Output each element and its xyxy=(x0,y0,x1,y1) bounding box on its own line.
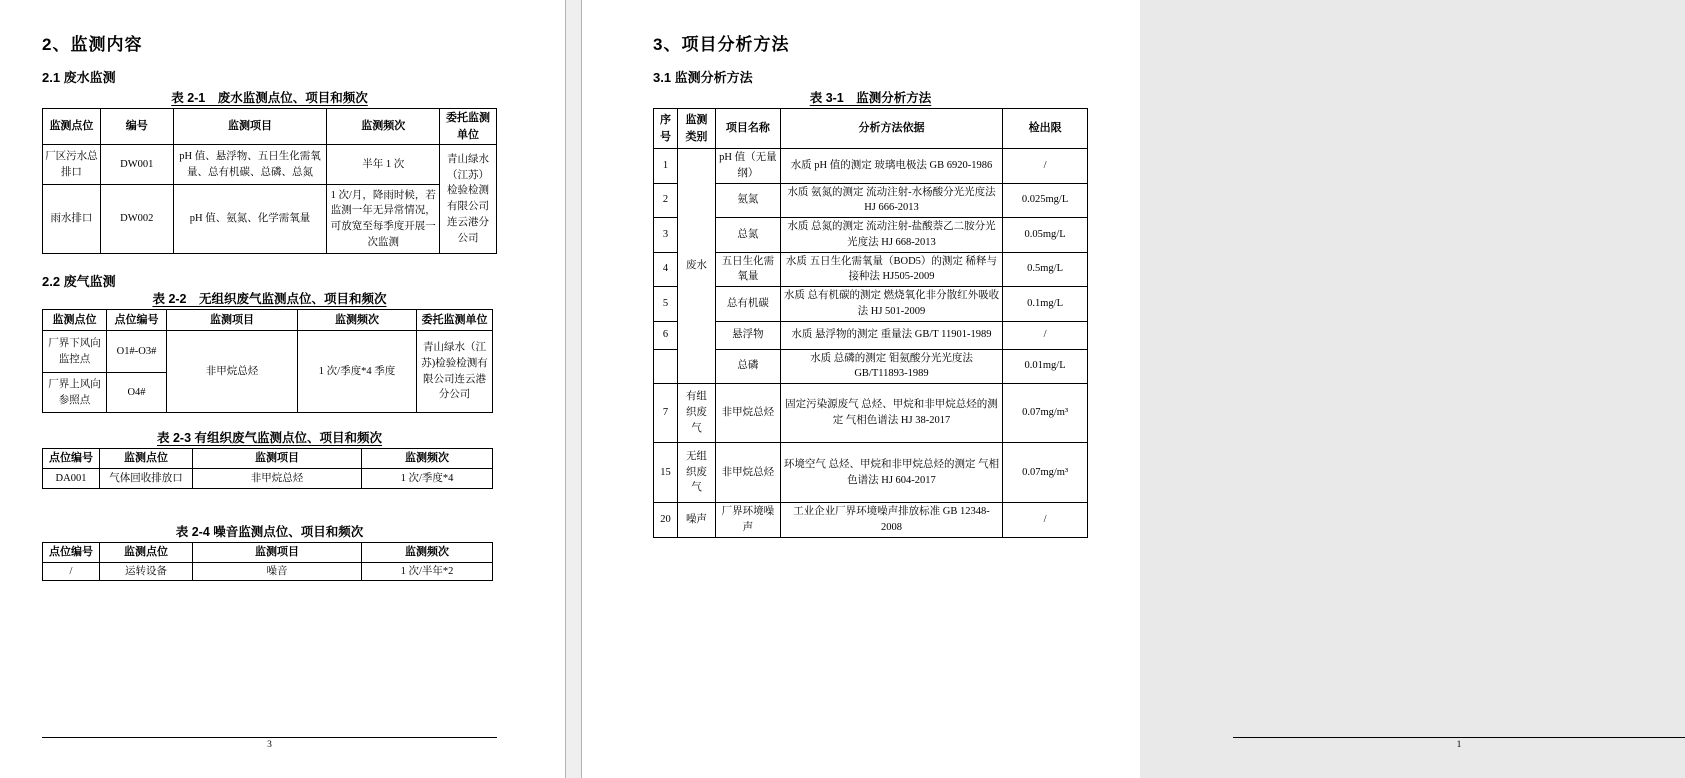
section-heading-2-1: 2.1 废水监测 xyxy=(42,70,116,85)
table-header-row xyxy=(43,310,493,331)
table-cell: O4# xyxy=(107,373,167,413)
table-row xyxy=(654,443,1088,503)
table-row xyxy=(654,183,1088,218)
cell-limit: 0.025mg/L xyxy=(1003,183,1088,218)
page-number: 3 xyxy=(267,740,272,750)
table-row xyxy=(654,349,1088,384)
cell-method: 水质 悬浮物的测定 重量法 GB/T 11901-1989 xyxy=(780,321,1002,349)
column-header: 委托监测单位 xyxy=(440,109,497,145)
table-cell: / xyxy=(43,562,100,581)
table-cell: 噪音 xyxy=(193,562,362,581)
table-cell: DW002 xyxy=(100,185,173,254)
table-cell: 厂界下风向监控点 xyxy=(43,331,107,373)
column-header: 序号 xyxy=(654,109,678,149)
table-row xyxy=(654,287,1088,322)
table-cell: 厂区污水总排口 xyxy=(43,145,101,185)
table-2-4-caption: 表 2-4 噪音监测点位、项目和频次 xyxy=(175,525,364,539)
cell-method: 水质 总有机碳的测定 燃烧氧化非分散红外吸收法 HJ 501-2009 xyxy=(780,287,1002,322)
table-2-4 xyxy=(42,542,493,581)
cell-no xyxy=(654,349,678,384)
page-right xyxy=(582,0,1462,778)
cell-limit: 0.1mg/L xyxy=(1003,287,1088,322)
table-row xyxy=(654,149,1088,184)
table-row xyxy=(43,185,497,254)
page-gap-divider xyxy=(565,0,582,778)
cell-method: 水质 氨氮的测定 流动注射-水杨酸分光光度法 HJ 666-2013 xyxy=(780,183,1002,218)
cell-limit: 0.5mg/L xyxy=(1003,252,1088,287)
table-3-1-caption: 表 3-1 监测分析方法 xyxy=(809,91,932,105)
cell-no: 5 xyxy=(654,287,678,322)
table-row xyxy=(654,384,1088,443)
cell-no: 6 xyxy=(654,321,678,349)
table-cell: pH 值、氨氮、化学需氧量 xyxy=(173,185,327,254)
cell-name: 总有机碳 xyxy=(715,287,780,322)
table-cell: pH 值、悬浮物、五日生化需氧量、总有机碳、总磷、总氮 xyxy=(173,145,327,185)
table-row xyxy=(43,145,497,185)
cell-limit: / xyxy=(1003,149,1088,184)
table-2-2 xyxy=(42,309,493,413)
table-header-row xyxy=(654,109,1088,149)
cell-name: 五日生化需氧量 xyxy=(715,252,780,287)
column-header: 监测频次 xyxy=(327,109,440,145)
cell-name: pH 值（无量纲） xyxy=(715,149,780,184)
column-header: 分析方法依据 xyxy=(780,109,1002,149)
cell-method: 水质 总磷的测定 钼氨酸分光光度法 GB/T11893-1989 xyxy=(780,349,1002,384)
column-header: 监测点位 xyxy=(43,310,107,331)
cell-method: 水质 总氮的测定 流动注射-盐酸萘乙二胺分光光度法 HJ 668-2013 xyxy=(780,218,1002,253)
column-header: 监测类别 xyxy=(677,109,715,149)
cell-name: 非甲烷总烃 xyxy=(715,443,780,503)
table-cell: 雨水排口 xyxy=(43,185,101,254)
page-left xyxy=(0,0,565,778)
table-cell: 厂界上风向参照点 xyxy=(43,373,107,413)
cell-name: 厂界环境噪声 xyxy=(715,503,780,538)
table-2-1 xyxy=(42,108,497,254)
column-header: 编号 xyxy=(100,109,173,145)
cell-limit: 0.07mg/m³ xyxy=(1003,443,1088,503)
cell-limit: 0.05mg/L xyxy=(1003,218,1088,253)
cell-name: 总氮 xyxy=(715,218,780,253)
table-cell: 1 次/季度*4 季度 xyxy=(298,331,417,413)
cell-no: 20 xyxy=(654,503,678,538)
cell-no: 15 xyxy=(654,443,678,503)
cell-limit: / xyxy=(1003,321,1088,349)
cell-method: 工业企业厂界环境噪声排放标准 GB 12348-2008 xyxy=(780,503,1002,538)
table-row xyxy=(654,218,1088,253)
chapter-heading-3: 3、项目分析方法 xyxy=(653,35,790,54)
cell-limit: / xyxy=(1003,503,1088,538)
column-header: 监测频次 xyxy=(362,543,493,563)
table-cell: 1 次/月，降雨时候，若监测一年无异常情况，可放宽至每季度开展一次监测 xyxy=(327,185,440,254)
cell-method: 水质 五日生化需氧量（BOD5）的测定 稀释与接种法 HJ505-2009 xyxy=(780,252,1002,287)
table-header-row xyxy=(43,109,497,145)
cell-no: 7 xyxy=(654,384,678,443)
cell-category-unorganized-gas: 无组织废气 xyxy=(677,443,715,503)
cell-no: 2 xyxy=(654,183,678,218)
column-header: 项目名称 xyxy=(715,109,780,149)
section-heading-3-1: 3.1 监测分析方法 xyxy=(653,70,753,85)
cell-method: 固定污染源废气 总烃、甲烷和非甲烷总烃的测定 气相色谱法 HJ 38-2017 xyxy=(780,384,1002,443)
cell-no: 4 xyxy=(654,252,678,287)
table-cell: 气体回收排放口 xyxy=(100,469,193,489)
table-cell: 非甲烷总烃 xyxy=(193,469,362,489)
table-2-3-caption: 表 2-3 有组织废气监测点位、项目和频次 xyxy=(156,431,382,445)
table-cell-agency: 青山绿水（江苏）检验检测有限公司连云港分公司 xyxy=(440,145,497,254)
table-cell-agency: 青山绿水（江苏)检验检测有限公司连云港分公司 xyxy=(417,331,493,413)
cell-method: 环境空气 总烃、甲烷和非甲烷总烃的测定 气相色谱法 HJ 604-2017 xyxy=(780,443,1002,503)
cell-limit: 0.07mg/m³ xyxy=(1003,384,1088,443)
column-header: 委托监测单位 xyxy=(417,310,493,331)
cell-category-organized-gas: 有组织废气 xyxy=(677,384,715,443)
column-header: 监测项目 xyxy=(167,310,298,331)
table-cell: 1 次/半年*2 xyxy=(362,562,493,581)
table-row xyxy=(43,562,493,581)
table-2-1-caption: 表 2-1 废水监测点位、项目和频次 xyxy=(171,91,368,105)
cell-limit: 0.01mg/L xyxy=(1003,349,1088,384)
table-row xyxy=(43,469,493,489)
column-header: 监测项目 xyxy=(173,109,327,145)
table-cell: 1 次/季度*4 xyxy=(362,469,493,489)
table-row xyxy=(654,503,1088,538)
table-cell: O1#-O3# xyxy=(107,331,167,373)
cell-name: 氨氮 xyxy=(715,183,780,218)
column-header: 检出限 xyxy=(1003,109,1088,149)
cell-no: 3 xyxy=(654,218,678,253)
column-header: 点位编号 xyxy=(43,449,100,469)
table-row xyxy=(654,252,1088,287)
column-header: 监测点位 xyxy=(100,543,193,563)
column-header: 点位编号 xyxy=(107,310,167,331)
table-2-3 xyxy=(42,448,493,489)
table-row xyxy=(654,321,1088,349)
chapter-heading-2: 2、监测内容 xyxy=(42,35,143,54)
column-header: 监测点位 xyxy=(43,109,101,145)
cell-category-wastewater: 废水 xyxy=(677,149,715,384)
table-cell: 运转设备 xyxy=(100,562,193,581)
table-header-row xyxy=(43,543,493,563)
cell-no: 1 xyxy=(654,149,678,184)
table-cell: DA001 xyxy=(43,469,100,489)
table-cell: DW001 xyxy=(100,145,173,185)
table-header-row xyxy=(43,449,493,469)
table-cell: 半年 1 次 xyxy=(327,145,440,185)
cell-name: 总磷 xyxy=(715,349,780,384)
page-footer xyxy=(42,737,497,751)
page-number: 1 xyxy=(1456,740,1462,750)
cell-name: 非甲烷总烃 xyxy=(715,384,780,443)
section-heading-2-2: 2.2 废气监测 xyxy=(42,274,116,289)
table-cell: 非甲烷总烃 xyxy=(167,331,298,413)
column-header: 监测频次 xyxy=(298,310,417,331)
column-header: 点位编号 xyxy=(43,543,100,563)
column-header: 监测点位 xyxy=(100,449,193,469)
column-header: 监测项目 xyxy=(193,543,362,563)
column-header: 监测项目 xyxy=(193,449,362,469)
cell-name: 悬浮物 xyxy=(715,321,780,349)
table-row xyxy=(43,331,493,373)
column-header: 监测频次 xyxy=(362,449,493,469)
cell-method: 水质 pH 值的测定 玻璃电极法 GB 6920-1986 xyxy=(780,149,1002,184)
table-3-1 xyxy=(653,108,1088,538)
page-footer xyxy=(1233,737,1685,751)
table-2-2-caption: 表 2-2 无组织废气监测点位、项目和频次 xyxy=(152,292,387,306)
cell-category-noise: 噪声 xyxy=(677,503,715,538)
